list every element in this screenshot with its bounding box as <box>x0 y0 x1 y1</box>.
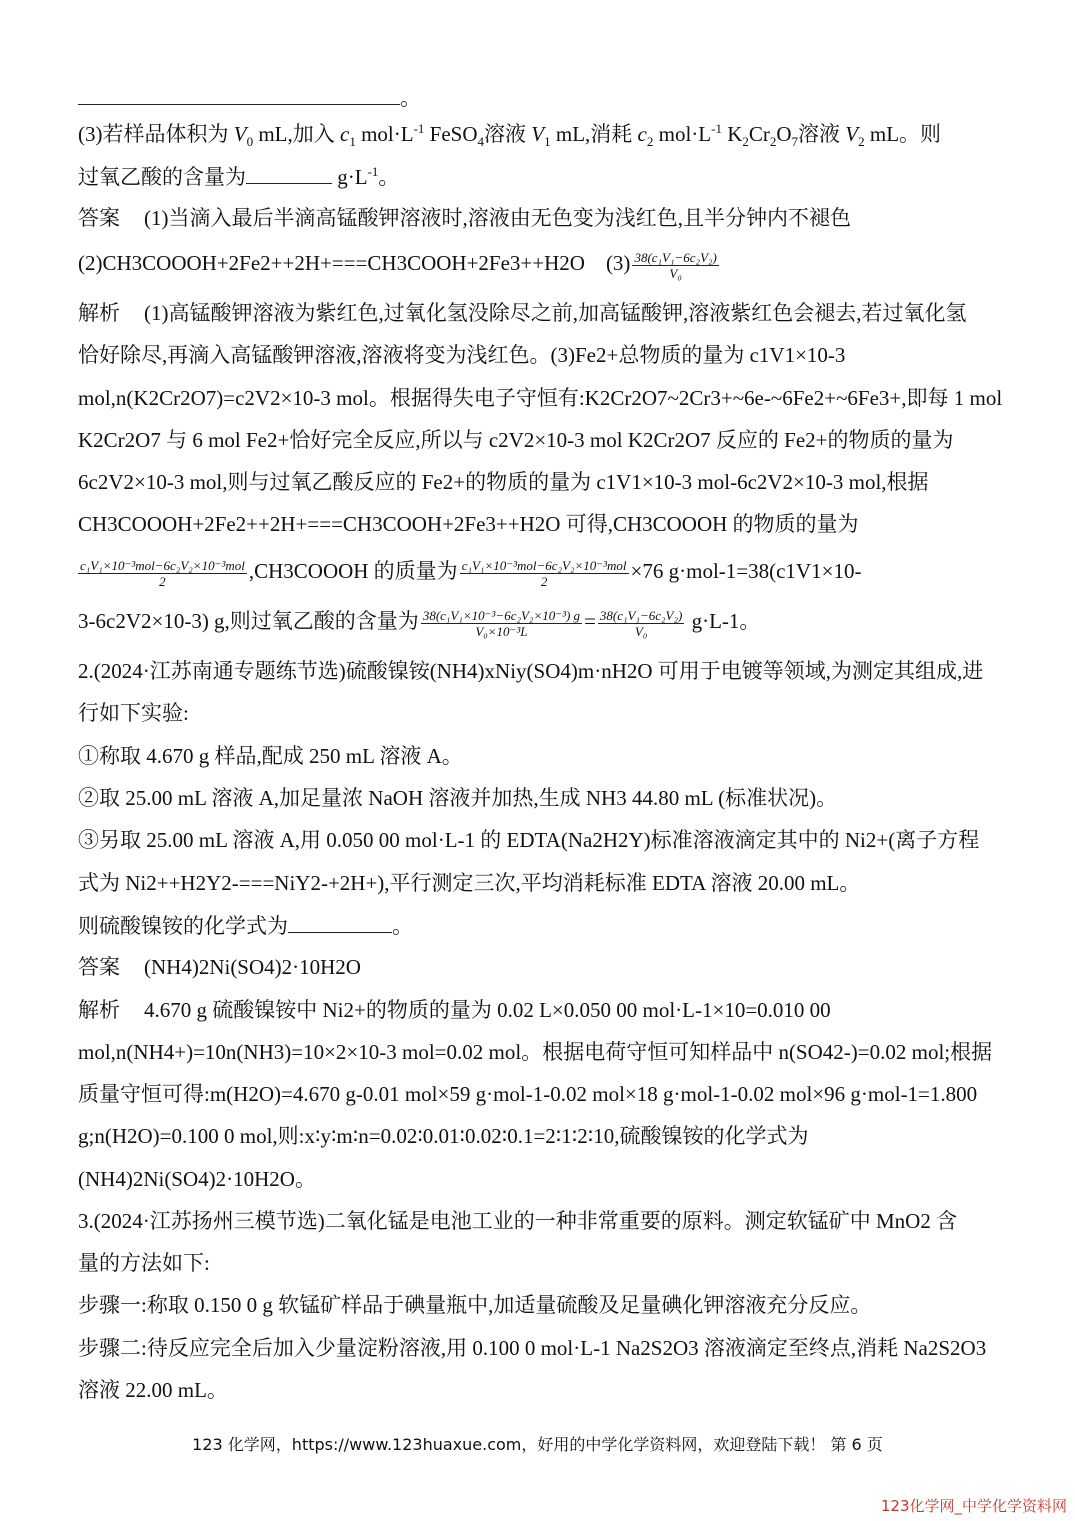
answer-blank <box>246 161 332 184</box>
q1-analysis-line2: 恰好除尽,再滴入高锰酸钾溶液,溶液将变为浅红色。(3)Fe2+总物质的量为 c1V1×10-3 <box>78 343 846 367</box>
analysis-label: 解析 <box>78 301 120 325</box>
q2-analysis-line1: 解析 4.670 g 硫酸镍铵中 Ni2+的物质的量为 0.02 L×0.050 00 mol·L-1×10=0.010 00 <box>78 995 997 1025</box>
q2-stem-line1: 2.(2024·江苏南通专题练节选)硫酸镍铵(NH4)xNiy(SO4)m·nH2O 可用于电镀等领域,为测定其组成,进 <box>78 659 984 683</box>
q2-step2: ②取 25.00 mL 溶液 A,加足量浓 NaOH 溶液并加热,生成 NH3 44.80 mL (标准状况)。 <box>78 786 838 810</box>
q3-stem-line1: 3.(2024·江苏扬州三模节选)二氧化锰是电池工业的一种非常重要的原料。测定软锰矿中 MnO2 含 <box>78 1209 958 1233</box>
answer-label: 答案 <box>78 206 120 230</box>
q1-answer-line2: (2)CH3COOOH+2Fe2++2H+===CH3COOH+2Fe3++H2O (3) $\frac{\text{38(c₁V₁−6c₂V₂)}}{\text{V₀}}$ <box>78 249 717 281</box>
q2-analysis-line2: mol,n(NH4+)=10n(NH3)=10×2×10-3 mol=0.02 mol。根据电荷守恒可知样品中 n(SO42-)=0.02 mol;根据 <box>78 1040 993 1064</box>
q2-step1: ①称取 4.670 g 样品,配成 250 mL 溶液 A。 <box>78 744 463 768</box>
q3-step2-line2: 溶液 22.00 mL。 <box>78 1378 228 1402</box>
answer-blank <box>78 82 400 105</box>
q1-analysis-line4: K2Cr2O7 与 6 mol Fe2+恰好完全反应,所以与 c2V2×10-3 mol K2Cr2O7 反应的 Fe2+的物质的量为 <box>78 428 954 452</box>
site-watermark[interactable]: 123化学网_中学化学资料网 <box>880 1497 1067 1515</box>
content-fraction-2: $\frac{\text{38(c₁V₁−6c₂V₂)}}{\text{V₀}}$ <box>599 607 683 639</box>
q3-stem-line2: 量的方法如下: <box>78 1251 210 1275</box>
q2-analysis-line3: 质量守恒可得:m(H2O)=4.670 g-0.01 mol×59 g·mol-1-0.02 mol×18 g·mol-1-0.02 mol×96 g·mol-1=1.800 <box>78 1082 978 1106</box>
q1-blank-line: 。 <box>78 82 997 113</box>
q1-analysis-line7: $\frac{\text{c₁V₁×10⁻³mol−6c₂V₂×10⁻³mol}}{2}$ ,CH3COOOH 的质量为 $\frac{\text{c₁V₁×10⁻³mol−6c₂V₂×10⁻³mol}}{2}$ ×76 g·mol-1=38(c1V1×10- <box>80 557 862 589</box>
q1-analysis-line8: 3-6c2V2×10-3) g,则过氧乙酸的含量为 $\frac{\text{38(c₁V₁×10⁻³−6c₂V₂×10⁻³) g}}{\text{V₀×10⁻³L}}$ = $\frac{\text{38(c₁V₁−6c₂V₂)}}{\text{V₀}}$ g·L-1。 <box>78 607 761 639</box>
q1-analysis-line1: 解析 (1)高锰酸钾溶液为紫红色,过氧化氢没除尽之前,加高锰酸钾,溶液紫红色会褪去,若过氧化氢 <box>78 298 997 328</box>
q2-answer: 答案 (NH4)2Ni(SO4)2·10H2O <box>78 952 997 982</box>
q1-answer-line1: 答案 (1)当滴入最后半滴高锰酸钾溶液时,溶液由无色变为浅红色,且半分钟内不褪色 <box>78 203 997 233</box>
q2-step3-line2: 式为 Ni2++H2Y2-===NiY2-+2H+),平行测定三次,平均消耗标准 EDTA 溶液 20.00 mL。 <box>78 871 861 895</box>
moles-fraction: $\frac{\text{c₁V₁×10⁻³mol−6c₂V₂×10⁻³mol}}{2}$ <box>80 557 245 589</box>
q2-analysis-line5: (NH4)2Ni(SO4)2·10H2O。 <box>78 1167 316 1191</box>
answer-label: 答案 <box>78 955 120 979</box>
q2-step3-line1: ③另取 25.00 mL 溶液 A,用 0.050 00 mol·L-1 的 EDTA(Na2H2Y)标准溶液滴定其中的 Ni2+(离子方程 <box>78 828 980 852</box>
mass-fraction: $\frac{\text{c₁V₁×10⁻³mol−6c₂V₂×10⁻³mol}}{2}$ <box>461 557 627 589</box>
q2-question: 则硫酸镍铵的化学式为 。 <box>78 910 997 941</box>
q1-part3-line2: 过氧乙酸的含量为 $g\cdot L^{-1}$。 <box>78 161 997 192</box>
q1-analysis-line5: 6c2V2×10-3 mol,则与过氧乙酸反应的 Fe2+的物质的量为 c1V1×10-3 mol-6c2V2×10-3 mol,根据 <box>78 470 929 494</box>
q1-analysis-line6: CH3COOOH+2Fe2++2H+===CH3COOH+2Fe3++H2O 可得,CH3COOOH 的物质的量为 <box>78 512 859 536</box>
page-footer: 123 化学网，https://www.123huaxue.com，好用的中学化学资料网，欢迎登陆下载！ 第 6 页 <box>192 1435 883 1454</box>
answer-blank <box>288 910 392 933</box>
analysis-label: 解析 <box>78 998 120 1022</box>
q3-step1: 步骤一:称取 0.150 0 g 软锰矿样品于碘量瓶中,加适量硫酸及足量碘化钾溶液充分反应。 <box>78 1293 872 1317</box>
q1-analysis-line3: mol,n(K2Cr2O7)=c2V2×10-3 mol。根据得失电子守恒有:K2Cr2O7~2Cr3+~6e-~6Fe2+~6Fe3+,即每 1 mol <box>78 386 1003 410</box>
q3-step2-line1: 步骤二:待反应完全后加入少量淀粉溶液,用 0.100 0 mol·L-1 Na2S2O3 溶液滴定至终点,消耗 Na2S2O3 <box>78 1336 987 1360</box>
content-fraction-1: $\frac{\text{38(c₁V₁×10⁻³−6c₂V₂×10⁻³) g}}{\text{V₀×10⁻³L}}$ <box>422 607 581 639</box>
q1-part3-line1: (3)若样品体积为 $V_0$ mL,加入 $c_1$ $mol\cdot L^{-1}$ FeSO$_4$溶液 $V_1$ mL,消耗 $c_2$ $mol\cdot L^{-1}$ $K_2Cr_2O_7$溶液 $V_2$ mL。则 <box>78 121 942 150</box>
answer-fraction: $\frac{\text{38(c₁V₁−6c₂V₂)}}{\text{V₀}}$ <box>634 249 717 281</box>
q2-stem-line2: 行如下实验: <box>78 701 189 725</box>
q2-analysis-line4: g;n(H2O)=0.100 0 mol,则:x∶y∶m∶n=0.02∶0.01∶0.02∶0.1=2∶1∶2∶10,硫酸镍铵的化学式为 <box>78 1124 809 1148</box>
